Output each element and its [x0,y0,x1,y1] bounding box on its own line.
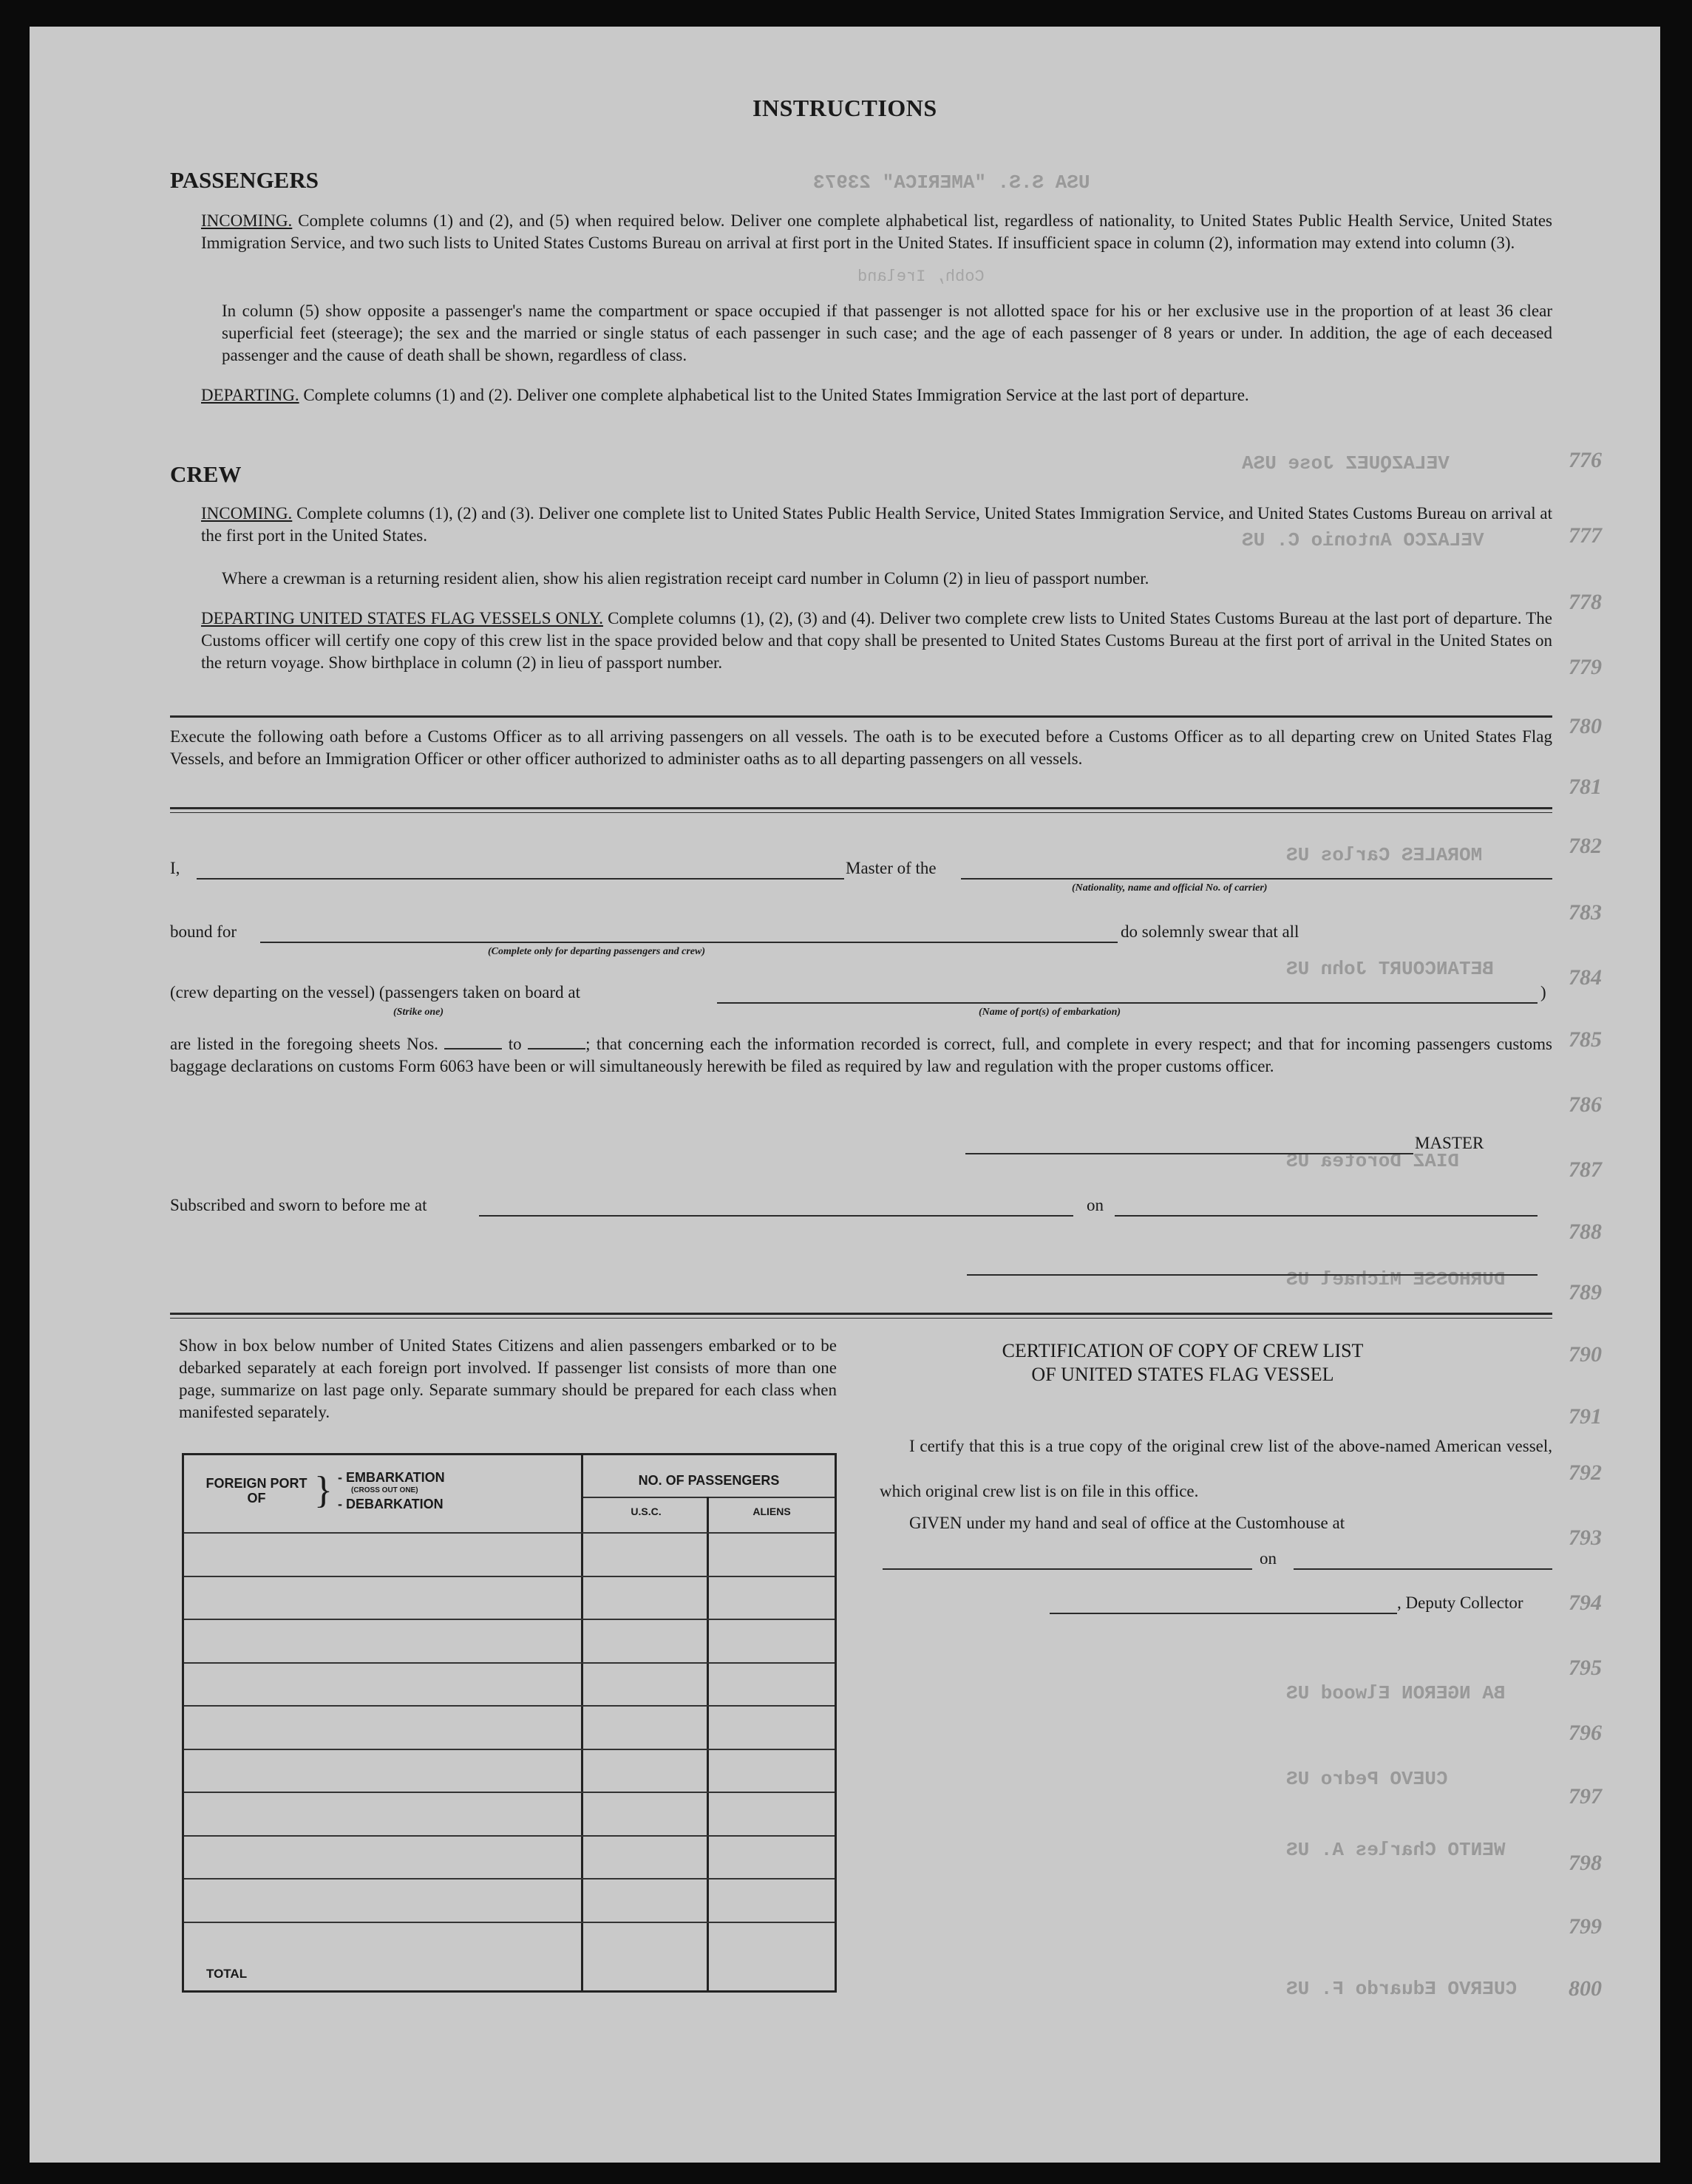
foreign-port-header: FOREIGN PORT OF [205,1476,308,1506]
crew-departing-text: Complete columns (1), (2), (3) and (4). Deliver two complete crew lists to United States Customs Bureau at the last port of departure. The Customs officer will certify one copy of this crew list in the space provided below and that copy shall be presented to United States Customs Bureau at the first port of arrival in the United States on the return voyage. Show birthplace in column (2) in lieu of passport number. [201,609,1552,672]
debarkation-header: - DEBARKATION [338,1497,444,1511]
bleed-through-name: CUEVO Pedro US [1286,1768,1448,1790]
passengers-incoming-paragraph [201,210,1552,254]
bleed-through-name: CUERVO Eduardo F. US [1286,1978,1518,2000]
margin-number: 796 [1569,1721,1602,1745]
margin-number: 784 [1569,965,1602,990]
bleed-through-name: BA NGERON Elwood US [1286,1682,1506,1704]
table-row-line [184,1619,835,1620]
margin-number: 794 [1569,1591,1602,1615]
crew-incoming-text: Complete columns (1), (2) and (3). Deliver one complete list to United States Public Health Service, United States Immigration Service, and United States Customs Bureau on arrival at the first port in the United States. [201,504,1553,545]
divider [170,1313,1552,1315]
bleed-through-name: WENTO Charles A. US [1286,1839,1506,1861]
margin-number: 789 [1569,1280,1602,1304]
passengers-heading: PASSENGERS [170,167,319,193]
divider [170,807,1552,809]
passenger-summary-table [182,1453,837,1993]
cert-on-label: on [1260,1549,1277,1568]
ports-caption: (Name of port(s) of embarkation) [979,1007,1121,1018]
sheet-to-line[interactable] [528,1048,585,1050]
passengers-incoming-text: Complete columns (1) and (2), and (5) when required below. Deliver one complete alphabetical list, regardless of nationality, to United States Public Health Service, United States Immigration Service, and two such lists to United States Customs Bureau on arrival at first port in the United States. If insufficient space in column (2), information may extend into column (3). [201,211,1553,252]
passengers-incoming-label: INCOMING. [201,211,293,230]
summary-instructions: Show in box below number of United States Citizens and alien passengers embarked or to be debarked separately at each foreign port involved. If passenger list consists of more than one page, summarize on last page only. Separate summary should be prepared for each class when manifested separately. [179,1336,837,1421]
ports-line[interactable] [717,1002,1538,1004]
passengers-column5-paragraph: In column (5) show opposite a passenger's name the compartment or space occupied if that passenger is not allotted space for his or her exclusive use in the proportion of at least 36 clear superficial feet (steerage); the sex and the married or single status of each passenger in such case; and the age of each passenger of 8 years or under. In addition, the age of each deceased passenger and the cause of death shall be shown, regardless of class. [222,302,1552,364]
subscribed-date-line[interactable] [1115,1215,1538,1217]
header-subdivider [583,1497,835,1498]
bleed-through-name: BETANCOURT John US [1286,958,1494,980]
crew-departing-label: DEPARTING UNITED STATES FLAG VESSELS ONLY. [201,609,603,627]
embarkation-header: - EMBARKATION [338,1470,445,1485]
table-row-line [184,1662,835,1664]
bleed-through-name: MORALES Carlos US [1286,844,1483,866]
listed-paragraph [170,1033,1552,1078]
margin-number: 779 [1569,655,1602,679]
crew-incoming-paragraph [201,503,1552,547]
certification-title [902,1339,1464,1387]
deputy-collector-label: , Deputy Collector [1397,1593,1523,1612]
margin-number: 788 [1569,1219,1602,1244]
divider [170,715,1552,718]
margin-number: 797 [1569,1784,1602,1809]
certification-given-text: GIVEN under my hand and seal of office at the Customhouse at [909,1514,1345,1532]
margin-number: 792 [1569,1460,1602,1485]
table-row-line [184,1792,835,1793]
on-label: on [1087,1196,1104,1214]
passengers-departing-label: DEPARTING. [201,386,299,404]
margin-number: 781 [1569,775,1602,799]
margin-number: 799 [1569,1914,1602,1939]
page-title: INSTRUCTIONS [752,95,937,121]
bleed-through-name: VELAZQUEZ Jose USA [1242,452,1450,474]
table-row-line [184,1922,835,1923]
margin-number: 798 [1569,1851,1602,1875]
certification-title-line2: OF UNITED STATES FLAG VESSEL [1031,1364,1334,1385]
total-label: TOTAL [206,1967,248,1981]
cert-date-line[interactable] [1294,1568,1552,1570]
usc-header: U.S.C. [631,1506,662,1517]
swear-label: do solemnly swear that all [1121,922,1299,941]
master-of-label: Master of the [846,859,937,877]
passengers-departing-paragraph [201,384,1552,406]
margin-number: 787 [1569,1157,1602,1182]
margin-number: 795 [1569,1656,1602,1680]
table-row-line [184,1878,835,1879]
margin-number: 776 [1569,448,1602,472]
bleed-through-name: DIAZ Dorotea US [1286,1150,1460,1172]
cross-out-caption: (CROSS OUT ONE) [351,1486,418,1494]
bound-caption: (Complete only for departing passengers and crew) [488,946,705,957]
margin-number: 778 [1569,590,1602,614]
margin-number: 783 [1569,900,1602,925]
margin-number: 785 [1569,1027,1602,1052]
crew-departing-label: (crew departing on the vessel) (passengers taken on board at [170,983,580,1001]
bleed-through-name: VELAZCO Antonio C. US [1242,529,1484,551]
certification-title-line1: CERTIFICATION OF COPY OF CREW LIST [1002,1340,1364,1361]
listed-text-a: are listed in the foregoing sheets Nos. [170,1035,438,1053]
bleed-through-name: DURHOSSE Michael US [1286,1268,1506,1290]
aliens-header: ALIENS [752,1506,791,1517]
crew-resident-paragraph: Where a crewman is a returning resident alien, show his alien registration receipt card number in Column (2) in lieu of passport number. [222,569,1149,588]
table-row-line [184,1576,835,1577]
carrier-caption: (Nationality, name and official No. of carrier) [1072,882,1268,894]
bound-for-label: bound for [170,922,237,941]
divider [170,812,1552,813]
listed-text-b: ; that concerning each the information recorded is correct, full, and complete in every respect; and that for incoming passengers customs baggage declarations on customs Form 6063 have been or will simultaneously herewith be filed as required by law and regulation with the proper customs officer. [170,1035,1553,1075]
brace-icon: } [314,1469,333,1511]
divider [170,1318,1552,1319]
bleed-through-header: USA S.S. "AMERICA" 23973 [813,171,1090,194]
bound-for-line[interactable] [260,942,1118,943]
table-row-line [184,1705,835,1707]
close-paren: ) [1540,983,1546,1001]
column-divider [707,1497,709,1990]
subscribed-place-line[interactable] [479,1215,1073,1217]
margin-number: 791 [1569,1404,1602,1429]
officer-signature-line[interactable] [967,1274,1538,1276]
margin-number: 793 [1569,1525,1602,1550]
strike-caption: (Strike one) [393,1007,444,1018]
master-name-line[interactable] [197,878,844,880]
listed-to: to [508,1035,522,1053]
table-row-line [184,1532,835,1534]
margin-number: 800 [1569,1976,1602,2001]
column-divider [581,1455,583,1990]
customhouse-line[interactable] [883,1568,1252,1570]
margin-number: 782 [1569,834,1602,858]
passengers-departing-text: Complete columns (1) and (2). Deliver one complete alphabetical list to the United States Immigration Service at the last port of departure. [303,386,1249,404]
table-row-line [184,1749,835,1750]
oath-i-label: I, [170,859,180,877]
crew-incoming-label: INCOMING. [201,504,293,523]
form-sheet [30,27,1660,2163]
margin-number: 790 [1569,1342,1602,1367]
sheet-from-line[interactable] [444,1048,502,1050]
master-signature-line[interactable] [965,1153,1413,1154]
margin-number: 777 [1569,523,1602,548]
certification-text: I certify that this is a true copy of the original crew list of the above-named American vessel, which original crew list is on file in this office. [880,1437,1552,1500]
crew-heading: CREW [170,461,242,487]
crew-departing-paragraph [201,608,1552,674]
subscribed-label: Subscribed and sworn to before me at [170,1196,427,1214]
bleed-through-text: Cobh, Ireland [857,268,985,286]
master-label: MASTER [1415,1134,1484,1152]
table-row-line [184,1835,835,1837]
deputy-signature-line[interactable] [1050,1613,1397,1614]
margin-number: 780 [1569,714,1602,738]
no-of-passengers-header: NO. OF PASSENGERS [638,1473,780,1488]
margin-number: 786 [1569,1092,1602,1117]
oath-intro: Execute the following oath before a Customs Officer as to all arriving passengers on all vessels. The oath is to be executed before a Customs Officer as to all departing crew on United States Flag Vessels, and before an Immigration Officer or other officer authorized to administer oaths as to all departing passengers on all vessels. [170,727,1552,768]
carrier-line[interactable] [961,878,1552,880]
